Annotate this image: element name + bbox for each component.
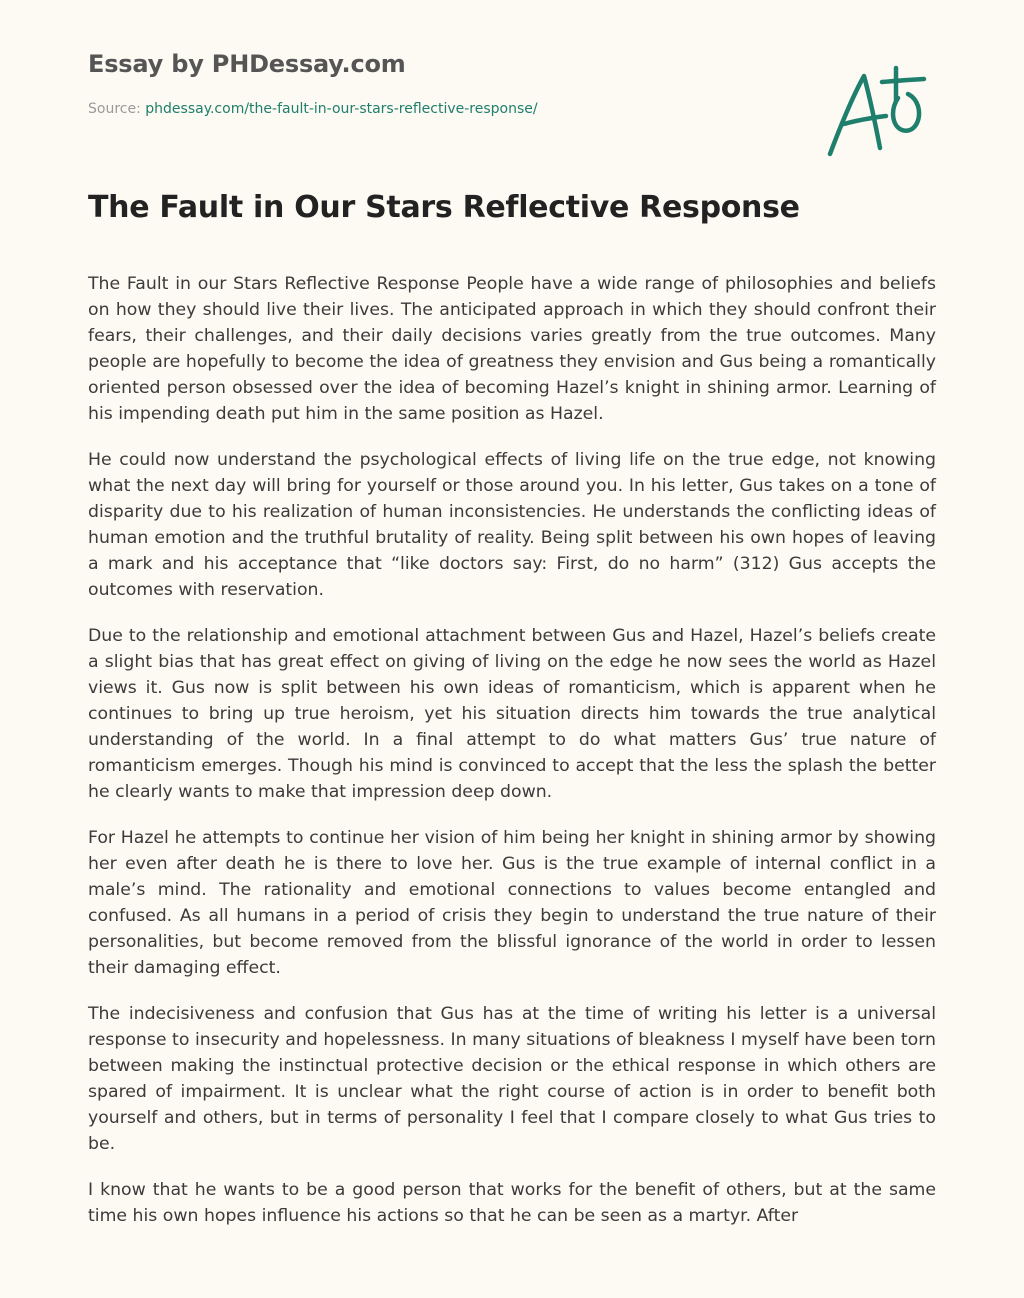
- essay-paragraph: For Hazel he attempts to continue her vision of him being her knight in shining armor by showing her even after death he is there to love her. Gus is the true example of internal conflict in a male’s mind. The rationality and emotional connections to values become entangled and confused. As all humans in a period of crisis they begin to understand the true nature of their personalities, but become removed from the blissful ignorance of the world in order to lessen their damaging effect.: [88, 828, 936, 978]
- essay-paragraph: I know that he wants to be a good person that works for the benefit of others, but at the same time his own hopes influence his actions so that he can be seen as a martyr. After: [88, 1180, 936, 1226]
- source-label: Source:: [88, 101, 146, 117]
- essay-body: [88, 271, 936, 1249]
- essay-paragraph: He could now understand the psychological effects of living life on the true edge, not knowing what the next day will bring for yourself or those around you. In his letter, Gus takes on a tone of disparity due to his realization of human inconsistencies. He understands the conflicting ideas of human emotion and the truthful brutality of reality. Being split between his own hopes of leaving a mark and his acceptance that “like doctors say: First, do no harm” (312) Gus accepts the outcomes with reservation.: [88, 450, 936, 600]
- source-link[interactable]: phdessay.com/the-fault-in-our-stars-reflective-response/: [145, 101, 538, 117]
- a-plus-icon: [820, 60, 930, 165]
- essay-paragraph: The indecisiveness and confusion that Gus has at the time of writing his letter is a universal response to insecurity and hopelessness. In many situations of bleakness I myself have been torn between making the instinctual protective decision or the ethical response in which others are spared of impairment. It is unclear what the right course of action is in order to benefit both yourself and others, but in terms of personality I feel that I compare closely to what Gus tries to be.: [88, 1004, 936, 1154]
- essay-paragraph: Due to the relationship and emotional attachment between Gus and Hazel, Hazel’s beliefs create a slight bias that has great effect on giving of living on the edge he now sees the world as Hazel views it. Gus now is split between his own ideas of romanticism, which is apparent when he continues to bring up true heroism, yet his situation directs him towards the true analytical understanding of the world. In a final attempt to do what matters Gus’ true nature of romanticism emerges. Though his mind is convinced to accept that the less the splash the better he clearly wants to make that impression deep down.: [88, 626, 936, 802]
- essay-title: The Fault in Our Stars Reflective Response: [88, 190, 800, 225]
- essay-paragraph: The Fault in our Stars Reflective Response People have a wide range of philosophies and beliefs on how they should live their lives. The anticipated approach in which they should confront their fears, their challenges, and their daily decisions varies greatly from the true outcomes. Many people are hopefully to become the idea of greatness they envision and Gus being a romantically oriented person obsessed over the idea of becoming Hazel’s knight in shining armor. Learning of his impending death put him in the same position as Hazel.: [88, 274, 936, 424]
- site-brand: Essay by PHDessay.com: [88, 50, 406, 78]
- a-plus-logo: [820, 60, 930, 165]
- source-line: [88, 101, 538, 117]
